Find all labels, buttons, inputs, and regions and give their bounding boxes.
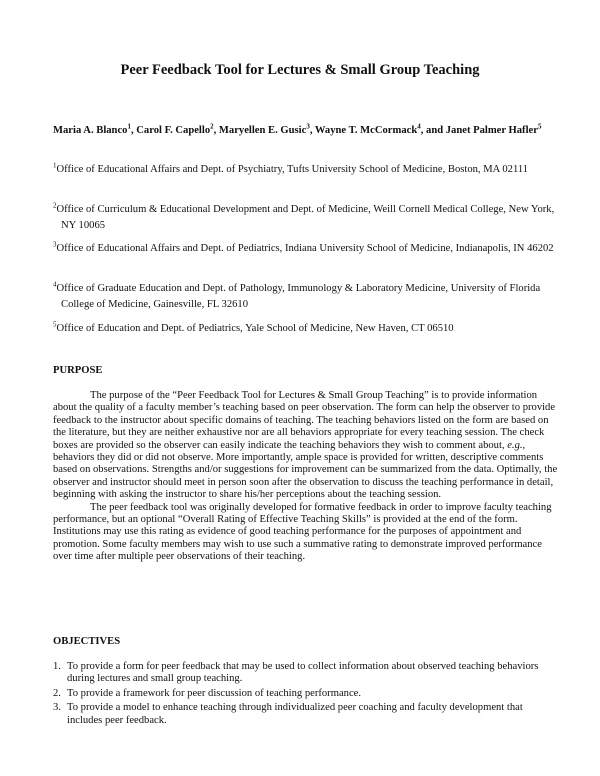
objectives-heading: OBJECTIVES	[53, 636, 121, 647]
paper-title: Peer Feedback Tool for Lectures & Small Group Teaching	[120, 62, 480, 78]
author-list: Maria A. Blanco$^1$, Carol F. Capello$^2$, Maryellen E. Gusic$^3$, Wayne T. McCormack$^4$, and Janet Palmer Hafler$^5$	[53, 122, 542, 136]
list-item: 3. To provide a model to enhance teaching through individualized peer coaching and faculty development that includes peer feedback.	[53, 702, 523, 726]
purpose-heading: PURPOSE	[53, 365, 103, 376]
author: Maryellen E. Gusic$^3$	[218, 122, 310, 136]
purpose-paragraph-1: The purpose of the “Peer Feedback Tool for Lectures & Small Group Teaching” is to provide information about the quality of a faculty member’s teaching based on peer observation. The form can help the observer to provide feedback to the instructor about specific domains of teaching. The teaching behaviors listed on the form are based on the literature, but they are neither exhaustive nor are all behaviors appropriate for every teaching session. The check boxes are provided so the observer can easily indicate the teaching behaviors they wish to comment about, e.g., behaviors they did or did not observe. More importantly, ample space is provided for written, descriptive comments based on observations. Strengths and/or suggestions for improvement can be summarized from the data. Optimally, the observer and instructor should meet in person soon after the observation to discuss the teaching performance in detail, beginning with asking the instructor to share his/her perceptions about the teaching session.	[53, 390, 558, 501]
author: Carol F. Capello$^2$	[136, 122, 214, 136]
affiliation: $^3$Office of Educational Affairs and Dept. of Pediatrics, Indiana University School of Medicine, Indianapolis, IN 46202	[53, 240, 554, 254]
purpose-body	[53, 390, 558, 564]
author: Maria A. Blanco$^1$	[53, 122, 131, 136]
list-item: 2. To provide a framework for peer discussion of teaching performance.	[53, 687, 362, 699]
author: Wayne T. McCormack$^4$	[314, 122, 421, 136]
affiliation: $^5$Office of Education and Dept. of Pediatrics, Yale School of Medicine, New Haven, CT 06510	[53, 320, 454, 334]
objectives-list	[53, 661, 558, 729]
purpose-paragraph-2: The peer feedback tool was originally developed for formative feedback in order to improve faculty teaching performance, but an optional “Overall Rating of Effective Teaching Skills” is provided at the end of the form. Institutions may use this rating as evidence of good teaching performance for the purposes of appointment and promotion. Some faculty members may wish to use such a summative rating to demonstrate improved performance over time after multiple peer observations of their teaching.	[53, 501, 552, 563]
author: Janet Palmer Hafler$^5$	[445, 122, 542, 136]
affiliation: $^4$Office of Graduate Education and Dept. of Pathology, Immunology & Laboratory Medicine, University of Florida College of Medicine, Gainesville, FL 32610	[53, 280, 541, 310]
affiliation: $^1$Office of Educational Affairs and Dept. of Psychiatry, Tufts University School of Medicine, Boston, MA 02111	[53, 161, 529, 175]
affiliation: $^2$Office of Curriculum & Educational Development and Dept. of Medicine, Weill Cornell Medical College, New York, NY 10065	[53, 201, 555, 231]
list-item: 1. To provide a form for peer feedback that may be used to collect information about observed teaching behaviors during lectures and small group teaching.	[53, 661, 539, 685]
